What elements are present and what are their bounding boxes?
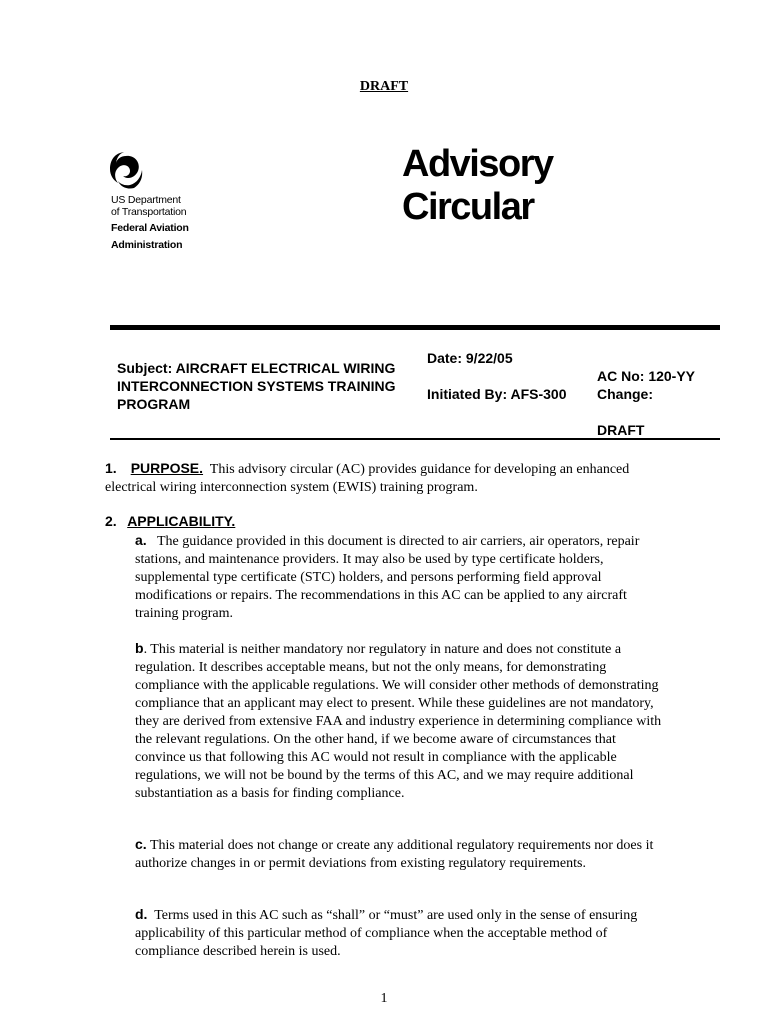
date-field: Date: 9/22/05 xyxy=(427,350,513,366)
paragraph-text: The guidance provided in this document is directed to air carriers, air operators, repair stations, and maintenance providers. It may also be used by type certificate holders, supplemental type certificate (STC) holders, and persons performing field approval modifications or repairs. The recommendations in this AC can be applied to any aircraft training program. xyxy=(135,534,640,621)
paragraph-text: This material does not change or create any additional regulatory requirements nor does it authorize changes in or permit deviations from existing regulatory requirements. xyxy=(135,838,654,871)
title-line: Circular xyxy=(402,186,534,228)
section-number: 2. xyxy=(105,513,117,529)
agency-line: of Transportation xyxy=(111,205,187,218)
section-number: 1. xyxy=(105,460,117,476)
initiated-by-field: Initiated By: AFS-300 xyxy=(427,386,567,402)
paragraph-c xyxy=(135,835,665,873)
applicability-heading-row xyxy=(105,512,235,532)
change-field: Change: xyxy=(597,386,653,402)
title-line: Advisory xyxy=(402,143,553,185)
dot-logo-icon xyxy=(108,150,144,190)
paragraph-label: d. xyxy=(135,906,148,922)
paragraph-label: a. xyxy=(135,532,147,548)
page-number: 1 xyxy=(380,991,388,1006)
draft-status: DRAFT xyxy=(597,422,645,438)
purpose-heading: PURPOSE. xyxy=(130,460,204,476)
paragraph-label: b xyxy=(135,640,144,656)
subject-field: Subject: AIRCRAFT ELECTRICAL WIRING INTERCONNECTION SYSTEMS TRAINING PROGRAM xyxy=(117,360,396,412)
agency-line: Administration xyxy=(111,238,183,251)
agency-name xyxy=(111,195,189,251)
paragraph-text: . This material is neither mandatory nor regulatory in nature and does not constitute a regulation. It describes acceptable means, but not the only means, for demonstrating compliance with the applicable regulations. We will consider other methods of demonstrating compliance that an applicant may elect to present. While these guidelines are not mandatory, they are derived from extensive FAA and industry experience in determining compliance with the relevant regulations. On the other hand, if we become aware of circumstances that convince us that following this AC would not result in compliance with the applicable regulations, we will not be bound by the terms of this AC, and we may require additional substantiation as a basis for finding compliance. xyxy=(135,642,662,801)
agency-line: Federal Aviation xyxy=(111,222,189,234)
applicability-heading: APPLICABILITY. xyxy=(127,513,236,529)
header-rule xyxy=(110,325,720,330)
draft-header: DRAFT xyxy=(359,79,409,94)
paragraph-text: Terms used in this AC such as “shall” or “must” are used only in the sense of ensuring applicability of this particular method of compliance when the acceptable method of compliance described herein is used. xyxy=(135,908,638,959)
agency-line: US Department xyxy=(111,194,181,206)
document-title xyxy=(402,143,553,229)
paragraph-a xyxy=(135,531,665,623)
info-rule xyxy=(110,438,720,440)
ac-number-field: AC No: 120-YY xyxy=(597,368,696,384)
purpose-section xyxy=(105,459,665,497)
paragraph-b xyxy=(135,639,665,803)
purpose-text: This advisory circular (AC) provides guidance for developing an enhanced electrical wiring interconnection system (EWIS) training program. xyxy=(105,462,630,495)
paragraph-label: c. xyxy=(135,836,147,852)
paragraph-d xyxy=(135,905,665,961)
